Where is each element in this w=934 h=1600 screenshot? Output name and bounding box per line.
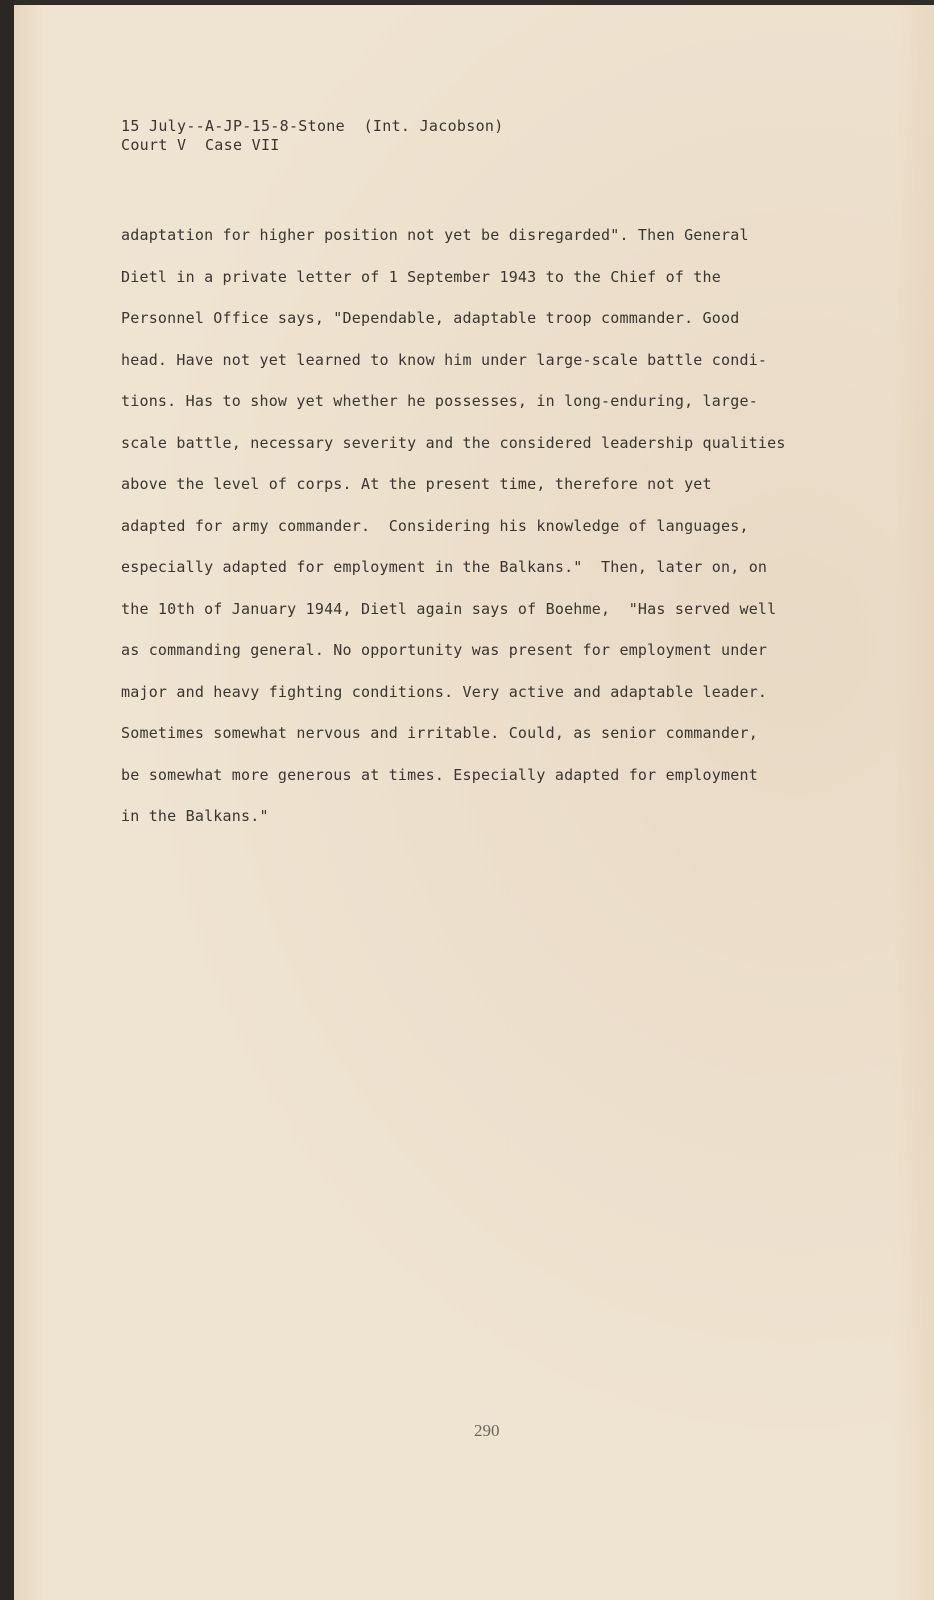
- body-line: above the level of corps. At the present time, therefore not yet: [121, 475, 712, 493]
- header-court-case-line: Court V Case VII: [121, 136, 280, 154]
- body-text: [121, 215, 861, 838]
- body-line: adaptation for higher position not yet be disregarded". Then General: [121, 226, 749, 244]
- scan-border-left: [0, 0, 14, 1600]
- body-line: in the Balkans.": [121, 807, 269, 825]
- document-page: [14, 5, 934, 1600]
- body-line: Dietl in a private letter of 1 September 1943 to the Chief of the: [121, 267, 721, 286]
- body-line: scale battle, necessary severity and the considered leadership qualities: [121, 433, 786, 452]
- body-line: head. Have not yet learned to know him under large-scale battle condi-: [121, 350, 768, 369]
- page-number: 290: [474, 1421, 500, 1440]
- body-line: as commanding general. No opportunity was present for employment under: [121, 641, 768, 659]
- body-line: tions. Has to show yet whether he possesses, in long-enduring, large-: [121, 392, 758, 410]
- body-line: Sometimes somewhat nervous and irritable. Could, as senior commander,: [121, 724, 758, 742]
- body-line: especially adapted for employment in the Balkans." Then, later on, on: [121, 558, 768, 576]
- body-line: Personnel Office says, "Dependable, adaptable troop commander. Good: [121, 309, 740, 327]
- body-line: be somewhat more generous at times. Especially adapted for employment: [121, 765, 758, 784]
- body-line: major and heavy fighting conditions. Very active and adaptable leader.: [121, 682, 768, 701]
- body-line: the 10th of January 1944, Dietl again says of Boehme, "Has served well: [121, 599, 777, 618]
- document-header: [121, 117, 504, 155]
- header-reference-line: 15 July--A-JP-15-8-Stone (Int. Jacobson): [121, 117, 504, 135]
- body-line: adapted for army commander. Considering his knowledge of languages,: [121, 516, 749, 535]
